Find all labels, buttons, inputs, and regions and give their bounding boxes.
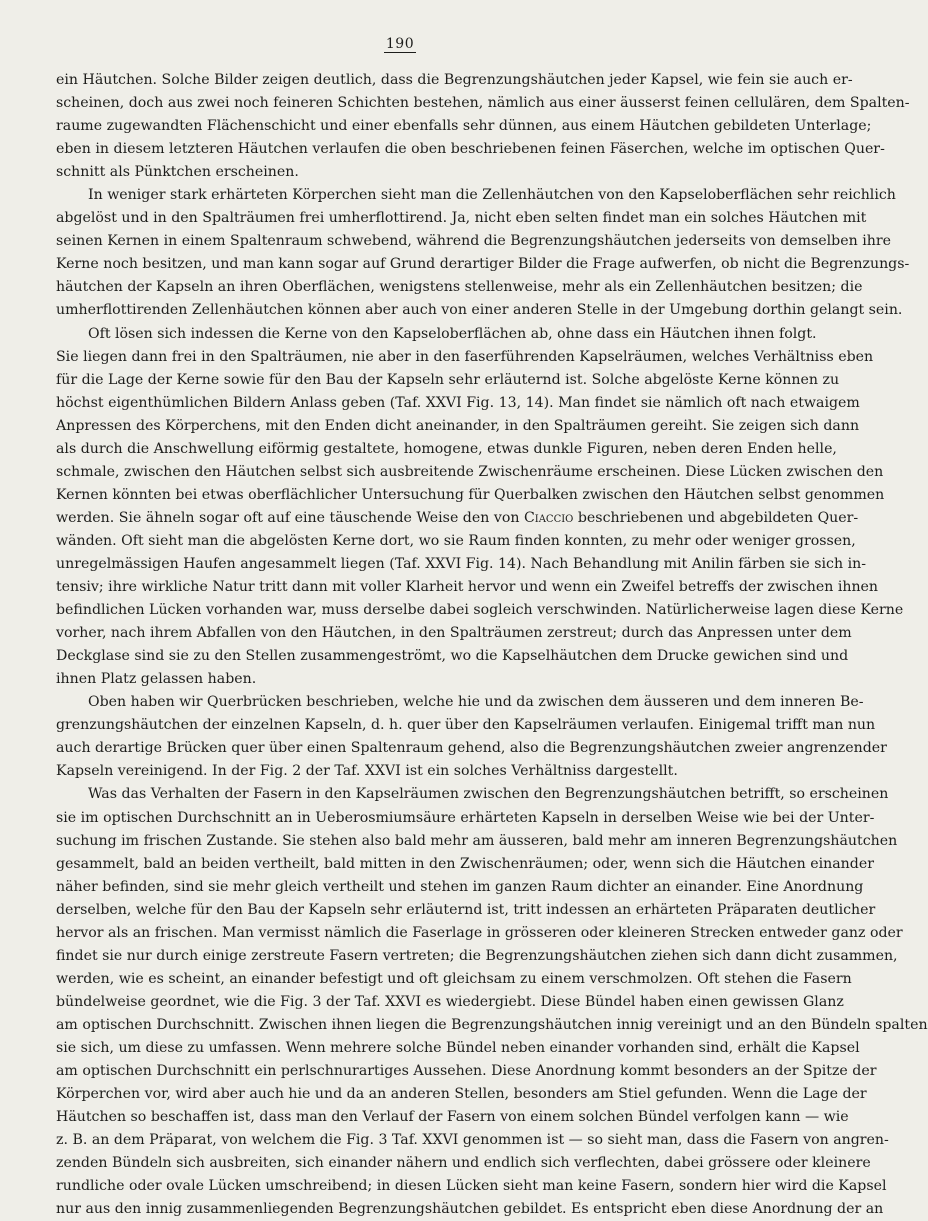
text-line: Kernen könnten bei etwas oberflächlicher Untersuchung für Querbalken zwischen den Häutchen selbst genommen: [56, 486, 885, 503]
text-line: Sie liegen dann frei in den Spalträumen, nie aber in den faserführenden Kapselräumen, welches Verhältniss eben: [56, 348, 874, 365]
text-line: ihnen Platz gelassen haben.: [56, 671, 257, 688]
text-line: raume zugewandten Flächenschicht und einer ebenfalls sehr dünnen, aus einem Häutchen gebildeten Unterlage;: [56, 118, 872, 135]
text-line: derselben, welche für den Bau der Kapseln sehr erläuternd ist, tritt indessen an erhärteten Präparaten deutlicher: [56, 901, 876, 918]
text-line: schnitt als Pünktchen erscheinen.: [56, 164, 299, 181]
text-line: Anpressen des Körperchens, mit den Enden dicht aneinander, in den Spalträumen gereiht. Sie zeigen sich dann: [56, 417, 860, 434]
paragraph: [56, 691, 887, 783]
text-line: hervor als an frischen. Man vermisst nämlich die Faserlage in grösseren oder kleineren Strecken entweder ganz oder: [56, 924, 903, 941]
text-line: tensiv; ihre wirkliche Natur tritt dann mit voller Klarheit hervor und wenn ein Zweifel betreffs der zwischen ihnen: [56, 579, 879, 596]
text-line: schmale, zwischen den Häutchen selbst sich ausbreitende Zwischenräume erscheinen. Diese Lücken zwischen den: [56, 463, 884, 480]
text-line: als durch die Anschwellung eiförmig gestaltete, homogene, etwas dunkle Figuren, neben deren Enden helle,: [56, 440, 837, 457]
text-line: für die Lage der Kerne sowie für den Bau der Kapseln sehr erläuternd ist. Solche abgelöste Kerne können zu: [56, 371, 840, 388]
text-line: auch derartige Brücken quer über einen Spaltenraum gehend, also die Begrenzungshäutchen zweier angrenzender: [56, 740, 887, 757]
text-line: häutchen der Kapseln an ihren Oberflächen, wenigstens stellenweise, mehr als ein Zellenhäutchen besitzen; die: [56, 279, 863, 296]
paragraph: [56, 69, 910, 184]
text-line: rundliche oder ovale Lücken umschreibend; in diesen Lücken sieht man keine Fasern, sondern hier wird die Kapsel: [56, 1178, 887, 1195]
text-line: Häutchen so beschaffen ist, dass man den Verlauf der Fasern von einem solchen Bündel verfolgen kann — wie: [56, 1109, 849, 1126]
text-line: am optischen Durchschnitt. Zwischen ihnen liegen die Begrenzungshäutchen innig vereinigt und an den Bündeln spalten: [56, 1016, 928, 1033]
text-line: befindlichen Lücken vorhanden war, muss derselbe dabei sogleich verschwinden. Natürlicherweise lagen diese Kerne: [56, 602, 904, 619]
text-line: nur aus den innig zusammenliegenden Begrenzungshäutchen gebildet. Es entspricht eben diese Anordnung der an: [56, 1201, 884, 1218]
text-line: ein Häutchen. Solche Bilder zeigen deutlich, dass die Begrenzungshäutchen jeder Kapsel, wie fein sie auch er-: [56, 72, 853, 88]
text-line: grenzungshäutchen der einzelnen Kapseln, d. h. quer über den Kapselräumen verlaufen. Einigemal trifft man nun: [56, 717, 876, 734]
text-line: Kerne noch besitzen, und man kann sogar auf Grund derartiger Bilder die Frage aufwerfen, ob nicht die Begrenzungs-: [56, 256, 910, 273]
text-line: scheinen, doch aus zwei noch feineren Schichten bestehen, nämlich aus einer äusserst feinen cellulären, dem Spalten-: [56, 95, 910, 112]
paragraph: [56, 184, 910, 322]
text-line: umherflottirenden Zellenhäutchen können aber auch von einer anderen Stelle in der Umgebung dorthin gelangt sein.: [56, 302, 903, 319]
text-line: gesammelt, bald an beiden vertheilt, bald mitten in den Zwischenräumen; oder, wenn sich die Häutchen einander: [56, 855, 874, 872]
text-line: Körperchen vor, wird aber auch hie und da an anderen Stellen, besonders am Stiel gefunden. Wenn die Lage der: [56, 1086, 867, 1103]
text-line: am optischen Durchschnitt ein perlschnurartiges Aussehen. Diese Anordnung kommt besonders an der Spitze der: [56, 1063, 877, 1080]
text-line: werden. Sie ähneln sogar oft auf eine täuschende Weise den von Ciaccio beschriebenen und abgebildeten Quer-: [56, 509, 859, 526]
text-line: unregelmässigen Haufen angesammelt liegen (Taf. XXVI Fig. 14). Nach Behandlung mit Anilin färben sie sich in-: [56, 555, 866, 572]
text-line: Deckglase sind sie zu den Stellen zusammengeströmt, wo die Kapselhäutchen dem Drucke gewichen sind und: [56, 648, 849, 665]
body-text: [56, 69, 928, 1221]
text-line: sie sich, um diese zu umfassen. Wenn mehrere solche Bündel neben einander vorhanden sind, erhält die Kapsel: [56, 1039, 860, 1056]
text-line: sie im optischen Durchschnitt an in Ueberosmiumsäure erhärteten Kapseln in derselben Weise wie bei der Unter-: [56, 809, 875, 826]
author-name: Ciaccio: [523, 509, 574, 526]
page-number: 190: [385, 36, 415, 52]
text-line: abgelöst und in den Spalträumen frei umherflottirend. Ja, nicht eben selten findet man ein solches Häutchen mit: [56, 210, 867, 227]
text-line: findet sie nur durch einige zerstreute Fasern vertreten; die Begrenzungshäutchen ziehen sich dann dicht zusammen,: [56, 947, 898, 964]
text-line: z. B. an dem Präparat, von welchem die Fig. 3 Taf. XXVI genommen ist — so sieht man, dass die Fasern von angren-: [56, 1132, 889, 1149]
text-line: Oben haben wir Querbrücken beschrieben, welche hie und da zwischen dem äusseren und dem inneren Be-: [88, 694, 864, 711]
text-line: Oft lösen sich indessen die Kerne von den Kapseloberflächen ab, ohne dass ein Häutchen ihnen folgt.: [88, 325, 817, 342]
text-line: zenden Bündeln sich ausbreiten, sich einander nähern und endlich sich verflechten, dabei grössere oder kleinere: [56, 1155, 871, 1172]
text-line: höchst eigenthümlichen Bildern Anlass geben (Taf. XXVI Fig. 13, 14). Man findet sie nämlich oft nach etwaigem: [56, 394, 860, 411]
text-line: wänden. Oft sieht man die abgelösten Kerne dort, wo sie Raum finden konnten, zu mehr oder weniger grossen,: [56, 532, 856, 549]
text-line: Kapseln vereinigend. In der Fig. 2 der Taf. XXVI ist ein solches Verhältniss dargestellt.: [56, 763, 678, 780]
text-line: eben in diesem letzteren Häutchen verlaufen die oben beschriebenen feinen Fäserchen, welche im optischen Quer-: [56, 141, 885, 158]
text-line: suchung im frischen Zustande. Sie stehen also bald mehr am äusseren, bald mehr am inneren Begrenzungshäutchen: [56, 832, 898, 849]
text-line: bündelweise geordnet, wie die Fig. 3 der Taf. XXVI es wiedergiebt. Diese Bündel haben einen gewissen Glanz: [56, 993, 844, 1010]
text-line: werden, wie es scheint, an einander befestigt und oft gleichsam zu einem verschmolzen. Oft stehen die Fasern: [56, 970, 852, 987]
text-line: In weniger stark erhärteten Körperchen sieht man die Zellenhäutchen von den Kapseloberflächen sehr reichlich: [88, 187, 896, 204]
text-line: näher befinden, sind sie mehr gleich vertheilt und stehen im ganzen Raum dichter an einander. Eine Anordnung: [56, 878, 864, 895]
text-line: Was das Verhalten der Fasern in den Kapselräumen zwischen den Begrenzungshäutchen betrifft, so erscheinen: [88, 786, 889, 803]
text-line: seinen Kernen in einem Spaltenraum schwebend, während die Begrenzungshäutchen jederseits von demselben ihre: [56, 233, 891, 250]
paragraph: [56, 323, 904, 692]
text-line: vorher, nach ihrem Abfallen von den Häutchen, in den Spalträumen zerstreut; durch das Anpressen unter dem: [56, 625, 852, 642]
paragraph: [56, 783, 928, 1221]
